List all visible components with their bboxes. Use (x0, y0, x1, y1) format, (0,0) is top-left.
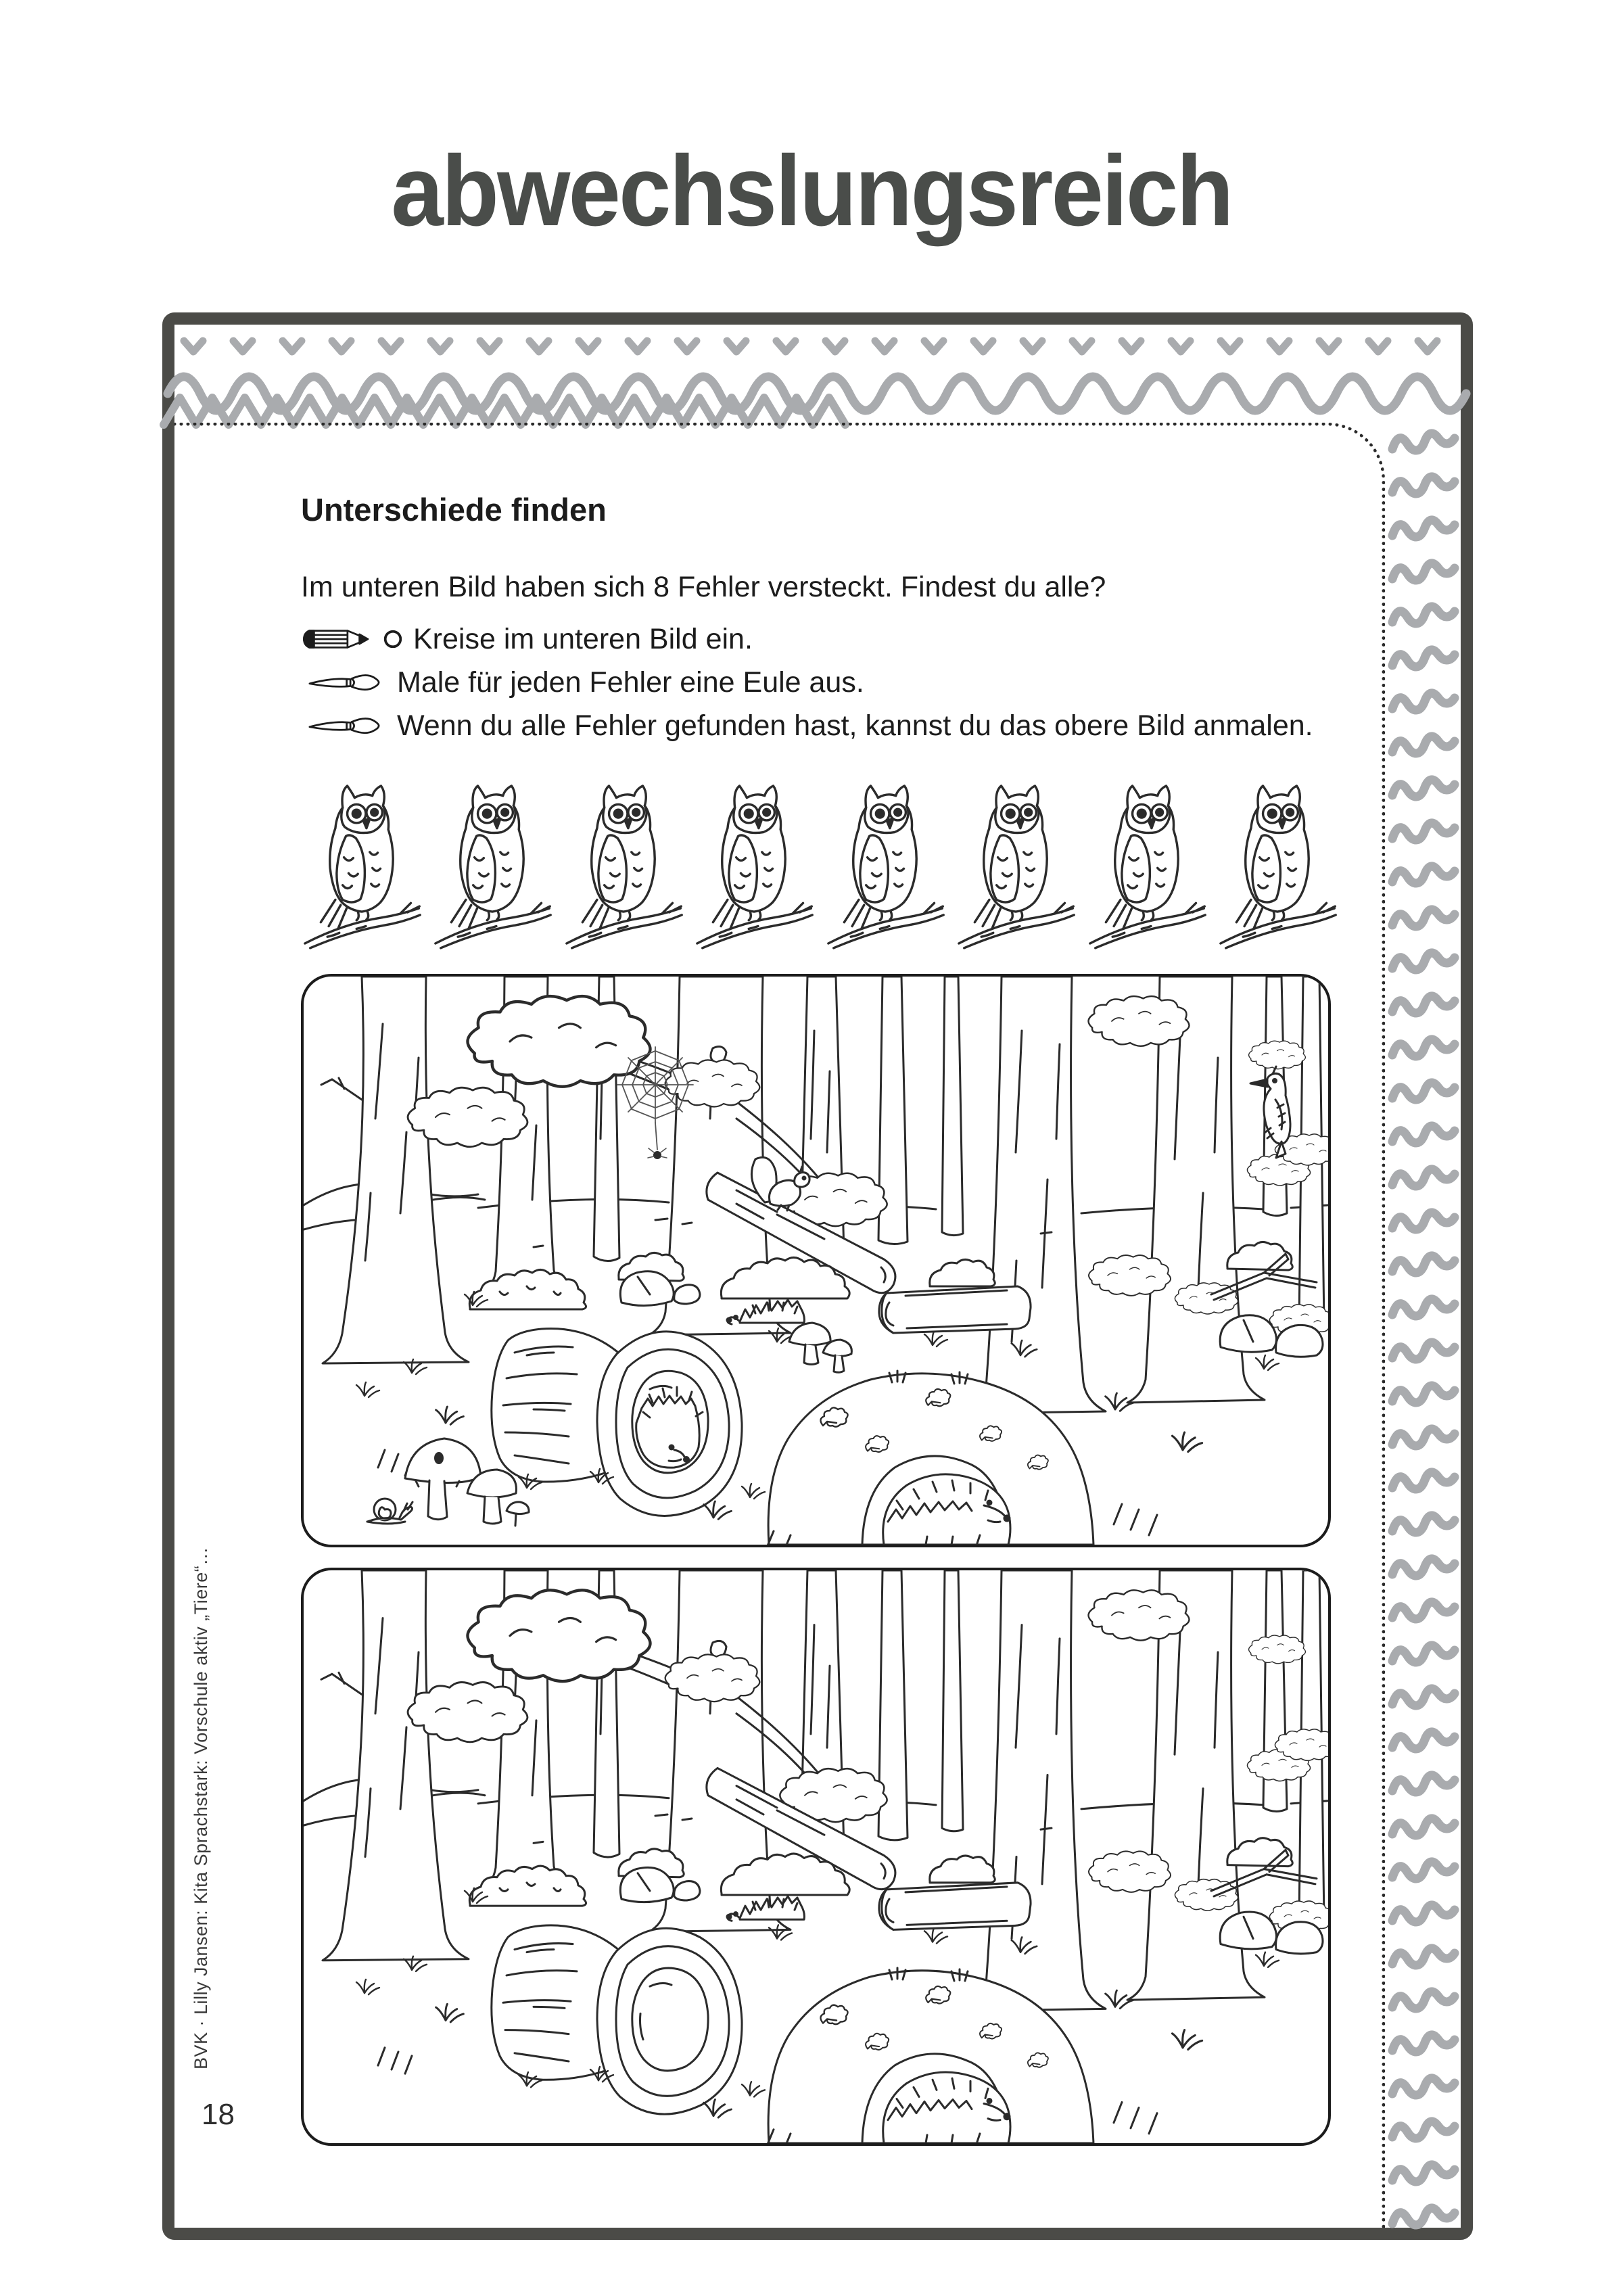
paintbrush-icon (301, 711, 387, 740)
intro-text: Im unteren Bild haben sich 8 Fehler versteckt. Findest du alle? (301, 571, 1106, 603)
pencil-icon (301, 625, 373, 653)
owl-illustration (824, 780, 950, 950)
paintbrush-icon (301, 668, 387, 697)
owl-row (301, 780, 1342, 950)
circle-outline-icon (382, 628, 404, 650)
owl-illustration (301, 780, 427, 950)
worksheet-heading: Unterschiede finden (301, 492, 607, 528)
task-text: Male für jeden Fehler eine Eule aus. (397, 666, 864, 699)
worksheet-content (174, 423, 1381, 2146)
zigzag-top-border (174, 325, 1461, 425)
owl-illustration (1086, 780, 1212, 950)
lower-forest-picture (301, 1568, 1331, 2146)
page-title: abwechslungsreich (391, 135, 1232, 247)
task-item (301, 704, 1381, 747)
zigzag-right-border (1388, 426, 1464, 2228)
owl-illustration (431, 780, 557, 950)
upper-forest-picture (301, 974, 1331, 1547)
page-number: 18 (202, 2098, 235, 2131)
copyright-sidenote: BVK · Lilly Jansen: Kita Sprachstark: Vorschule aktiv „Tiere“… (191, 1547, 211, 2069)
task-text: Wenn du alle Fehler gefunden hast, kannst du das obere Bild anmalen. (397, 709, 1313, 742)
task-list (301, 617, 1381, 747)
task-item (301, 661, 1381, 704)
owl-illustration (955, 780, 1081, 950)
task-text: Kreise im unteren Bild ein. (413, 623, 753, 655)
owl-illustration (693, 780, 819, 950)
worksheet-card (162, 312, 1473, 2240)
owl-illustration (563, 780, 688, 950)
task-item (301, 617, 1381, 661)
owl-illustration (1217, 780, 1342, 950)
